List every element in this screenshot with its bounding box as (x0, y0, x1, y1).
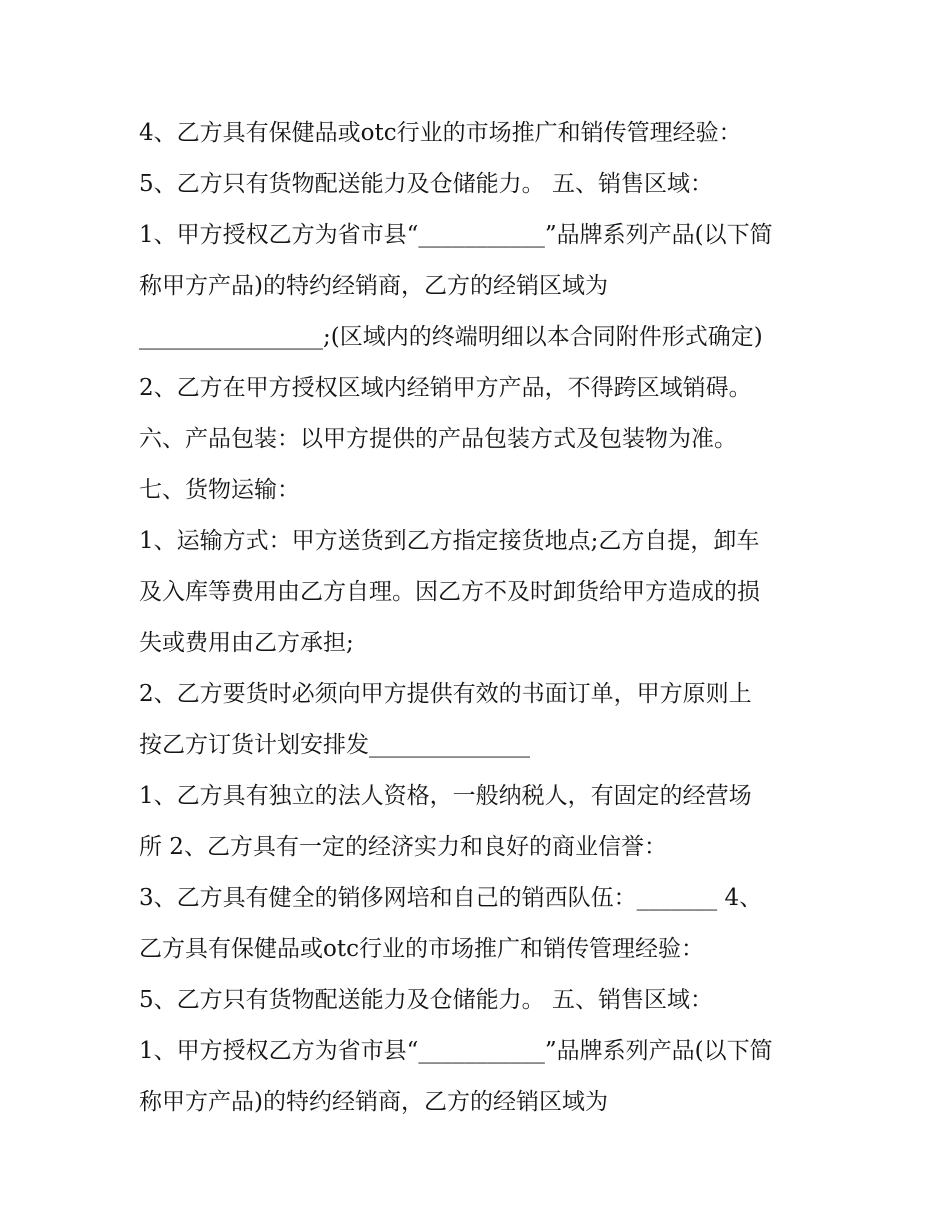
text-line: ________________;(区域内的终端明细以本合同附件形式确定) (139, 324, 763, 350)
text-line: 1、运输方式：甲方送货到乙方指定接货地点;乙方自提，卸车 (139, 528, 760, 554)
text-line: 乙方具有保健品或otc行业的市场推广和销传管理经验： (139, 936, 704, 962)
text-line: 六、产品包装：以甲方提供的产品包装方式及包装物为准。 (139, 426, 737, 452)
text-line: 2、乙方在甲方授权区域内经销甲方产品，不得跨区域销碍。 (139, 375, 752, 401)
text-line: 1、乙方具有独立的法人资格，一般纳税人，有固定的经营场 (139, 783, 752, 809)
text-line: 七、货物运输： (139, 477, 300, 503)
text-line: 1、甲方授权乙方为省市县“___________”品牌系列产品(以下简 (139, 1038, 773, 1064)
document-body (139, 108, 829, 1128)
text-line: 及入库等费用由乙方自理。因乙方不及时卸货给甲方造成的损 (139, 579, 760, 605)
text-line: 1、甲方授权乙方为省市县“___________”品牌系列产品(以下简 (139, 222, 773, 248)
text-line: 5、乙方只有货物配送能力及仓储能力。 五、销售区域： (139, 987, 713, 1013)
text-line: 称甲方产品)的特约经销商，乙方的经销区域为 (139, 273, 608, 299)
text-line: 所 2、乙方具有一定的经济实力和良好的商业信誉： (139, 834, 667, 860)
text-line: 称甲方产品)的特约经销商，乙方的经销区域为 (139, 1089, 608, 1115)
text-line: 按乙方订货计划安排发______________ (139, 732, 530, 758)
text-line: 4、乙方具有保健品或otc行业的市场推广和销传管理经验： (139, 120, 742, 146)
text-line: 2、乙方要货时必须向甲方提供有效的书面订单，甲方原则上 (139, 681, 752, 707)
text-line: 失或费用由乙方承担; (139, 630, 354, 656)
text-line: 5、乙方只有货物配送能力及仓储能力。 五、销售区域： (139, 171, 713, 197)
text-line: 3、乙方具有健全的销侈网培和自己的销西队伍：_______ 4、 (139, 885, 763, 911)
